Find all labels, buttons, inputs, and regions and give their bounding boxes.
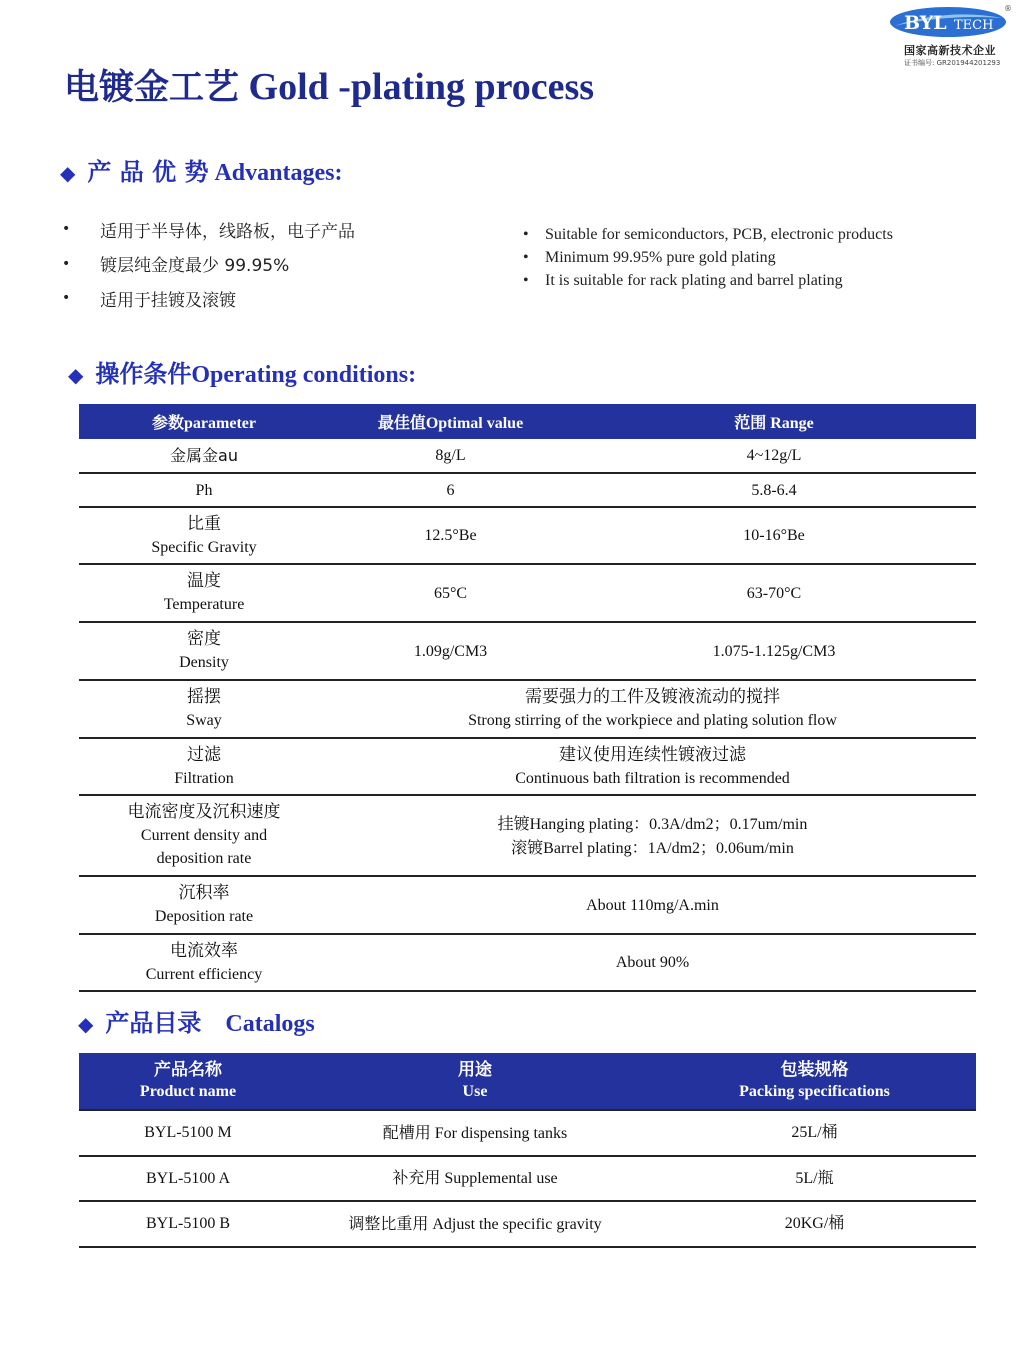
table-header-row (79, 404, 976, 439)
param-cell: 金属金au (79, 439, 329, 473)
advantages-heading (60, 152, 342, 187)
range-cell: 5.8-6.4 (572, 473, 976, 507)
table-row (79, 1156, 976, 1202)
packing-cell: 5L/瓶 (653, 1156, 976, 1202)
range-cell: 4~12g/L (572, 439, 976, 473)
table-row-temperature (79, 564, 976, 622)
use-cell: 配槽用 For dispensing tanks (297, 1110, 653, 1156)
bullet-dot: • (523, 248, 529, 266)
param-cell: 过滤 Filtration (79, 738, 329, 795)
logo-brand-secondary: TECH (954, 18, 994, 33)
logo-certificate: 证书编号: GR201944201293 (904, 59, 1001, 67)
optimal-cell: 6 (329, 473, 572, 507)
table-row (79, 1201, 976, 1247)
table-row-density (79, 622, 976, 680)
value-cell: 挂镀Hanging plating：0.3A/dm2；0.17um/min 滚镀Barrel plating：1A/dm2；0.06um/min (329, 795, 976, 876)
bullet-dot: • (62, 290, 71, 307)
value-cell: 需要强力的工件及镀液流动的搅拌 Strong stirring of the workpiece and plating solution flow (329, 680, 976, 738)
column-header-use: 用途 Use (297, 1053, 653, 1110)
bullet-dot: • (523, 225, 529, 243)
catalogs-heading-cn: 产品目录 (105, 1009, 202, 1037)
param-cell: 温度 Temperature (79, 564, 329, 622)
list-item-text: 镀层纯金度最少 99.95% (100, 256, 290, 277)
optimal-cell: 8g/L (329, 439, 572, 473)
bullet-dot: • (62, 221, 71, 238)
list-item-text: 适用于挂镀及滚镀 (100, 290, 236, 311)
table-row-ph (79, 473, 976, 507)
list-item-text: It is suitable for rack plating and barrel plating (545, 271, 843, 289)
logo-emblem (888, 4, 1008, 40)
optimal-cell: 65°C (329, 564, 572, 622)
param-cell: 摇摆 Sway (79, 680, 329, 738)
param-cell: 电流效率 Current efficiency (79, 934, 329, 991)
bullet-dot: • (523, 271, 529, 289)
column-header-packing: 包装规格 Packing specifications (653, 1053, 976, 1110)
registered-mark: ® (1004, 4, 1012, 13)
bullet-dot: • (62, 255, 71, 272)
catalogs-heading (78, 1003, 315, 1038)
table-row-efficiency (79, 934, 976, 991)
table-row-au (79, 439, 976, 473)
product-cell: BYL-5100 B (79, 1201, 297, 1247)
diamond-bullet-icon: ◆ (68, 365, 84, 387)
column-header-optimal: 最佳值Optimal value (329, 404, 572, 439)
param-cell: 沉积率 Deposition rate (79, 876, 329, 934)
list-item (62, 247, 355, 282)
operating-heading-en: Operating conditions: (191, 362, 417, 388)
use-cell: 调整比重用 Adjust the specific gravity (297, 1201, 653, 1247)
table-row-deposition (79, 876, 976, 934)
packing-cell: 25L/桶 (653, 1110, 976, 1156)
product-cell: BYL-5100 M (79, 1110, 297, 1156)
list-item-text: Suitable for semiconductors, PCB, electronic products (545, 225, 893, 243)
column-header-range: 范围 Range (572, 404, 976, 439)
param-cell: 比重 Specific Gravity (79, 507, 329, 564)
table-row-gravity (79, 507, 976, 564)
diamond-bullet-icon: ◆ (60, 163, 76, 185)
advantages-heading-colon: : (334, 160, 343, 186)
table-header-row (79, 1053, 976, 1110)
diamond-bullet-icon: ◆ (78, 1014, 94, 1036)
column-header-product: 产品名称 Product name (79, 1053, 297, 1110)
value-cell: 建议使用连续性镀液过滤 Continuous bath filtration is recommended (329, 738, 976, 795)
list-item (523, 223, 893, 246)
page-title-en: Gold -plating process (248, 66, 595, 108)
list-item (62, 212, 355, 247)
table-row (79, 1110, 976, 1156)
advantages-cn-list (62, 212, 355, 316)
catalogs-table (79, 1053, 976, 1248)
catalogs-heading-en: Catalogs (225, 1011, 315, 1037)
use-cell: 补充用 Supplemental use (297, 1156, 653, 1202)
page-title (64, 60, 594, 110)
list-item (523, 269, 893, 292)
logo-brand-primary: BYL (904, 12, 947, 34)
range-cell: 63-70°C (572, 564, 976, 622)
list-item (523, 246, 893, 269)
byl-tech-logo (888, 4, 1016, 68)
page-title-cn: 电镀金工艺 (64, 68, 240, 108)
table-row-sway (79, 680, 976, 738)
advantages-heading-en: Advantages (214, 160, 335, 186)
param-cell: Ph (79, 473, 329, 507)
packing-cell: 20KG/桶 (653, 1201, 976, 1247)
advantages-en-list (523, 223, 893, 292)
optimal-cell: 12.5°Be (329, 507, 572, 564)
operating-heading-cn: 操作条件 (95, 360, 192, 388)
range-cell: 1.075-1.125g/CM3 (572, 622, 976, 680)
logo-subtitle: 国家高新技术企业 (904, 44, 996, 57)
param-cell: 密度 Density (79, 622, 329, 680)
param-cell: 电流密度及沉积速度 Current density and deposition rate (79, 795, 329, 876)
list-item-text: 适用于半导体，线路板，电子产品 (100, 221, 355, 242)
operating-heading (68, 354, 416, 389)
list-item (62, 281, 355, 316)
range-cell: 10-16°Be (572, 507, 976, 564)
table-row-filtration (79, 738, 976, 795)
operating-conditions-table (79, 404, 976, 992)
product-cell: BYL-5100 A (79, 1156, 297, 1202)
table-row-current-density (79, 795, 976, 876)
value-cell: About 110mg/A.min (329, 876, 976, 934)
value-cell: About 90% (329, 934, 976, 991)
column-header-parameter: 参数parameter (79, 404, 329, 439)
advantages-heading-cn: 产 品 优 势 (87, 158, 209, 186)
list-item-text: Minimum 99.95% pure gold plating (545, 248, 776, 266)
optimal-cell: 1.09g/CM3 (329, 622, 572, 680)
